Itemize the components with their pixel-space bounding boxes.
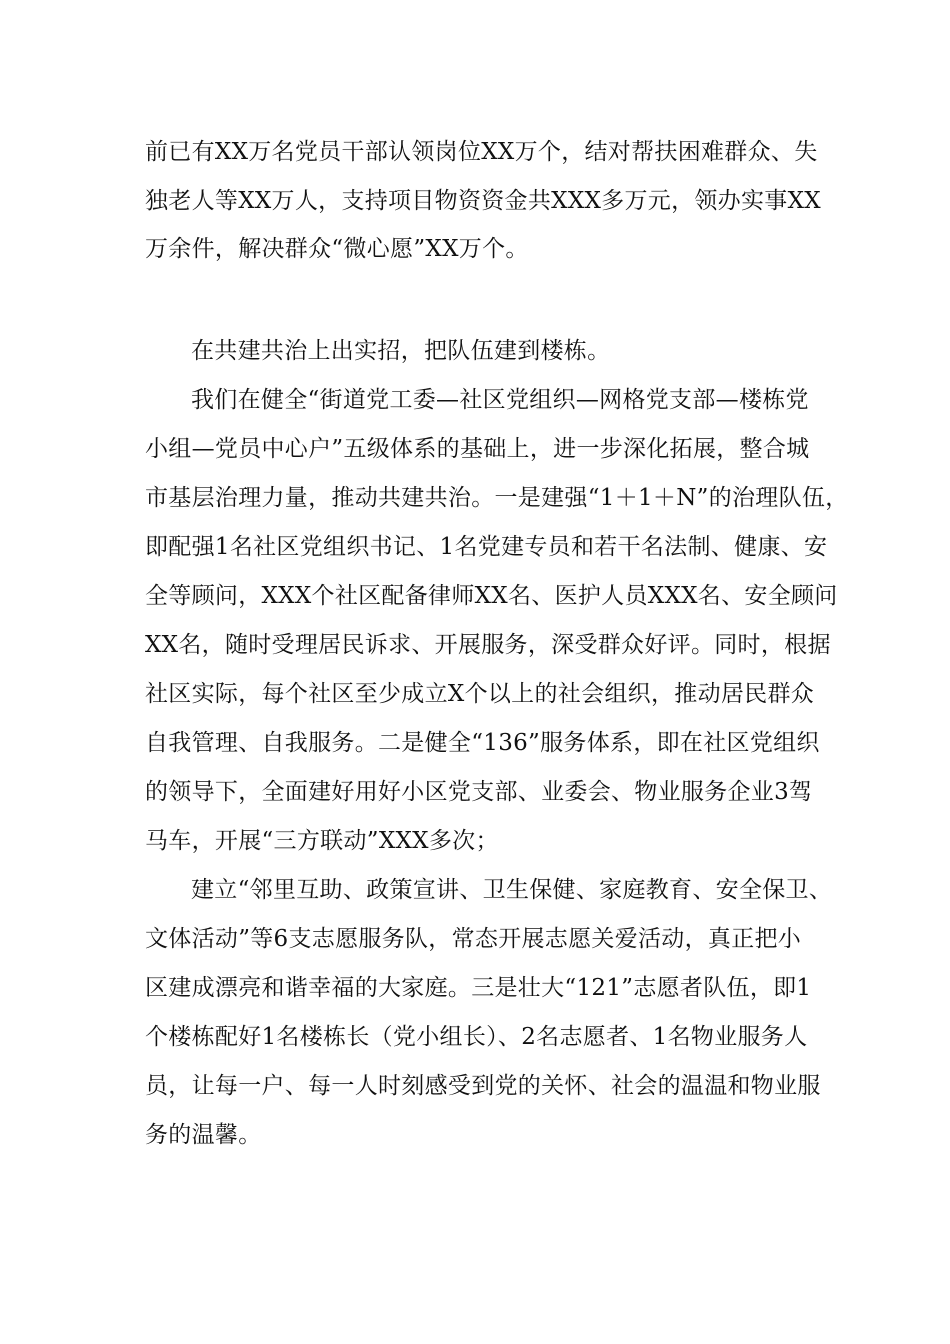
paragraph-line: 前已有XX万名党员干部认领岗位XX万个，结对帮扶困难群众、失 [145, 139, 818, 165]
paragraph-line: 社区实际，每个社区至少成立X个以上的社会组织，推动居民群众 [145, 681, 815, 707]
paragraph-line: 个楼栋配好1名楼栋长（党小组长）、2名志愿者、1名物业服务人 [145, 1024, 808, 1050]
paragraph-line: 区建成漂亮和谐幸福的大家庭。三是壮大“121”志愿者队伍，即1 [145, 975, 812, 1001]
paragraph-line: 市基层治理力量，推动共建共治。一是建强“1＋1＋N”的治理队伍， [145, 485, 849, 511]
paragraph-line: 我们在健全“街道党工委—社区党组织—网格党支部—楼栋党 [191, 387, 809, 413]
paragraph-line: 员，让每一户、每一人时刻感受到党的关怀、社会的温温和物业服 [145, 1073, 821, 1099]
paragraph-line: 马车，开展“三方联动”XXX多次； [145, 828, 499, 854]
section-heading: 在共建共治上出实招，把队伍建到楼栋。 [191, 338, 611, 364]
paragraph-line: 的领导下，全面建好用好小区党支部、业委会、物业服务企业3驾 [145, 779, 813, 805]
paragraph-line: XX名，随时受理居民诉求、开展服务，深受群众好评。同时，根据 [145, 632, 831, 658]
paragraph-line: 小组—党员中心户”五级体系的基础上，进一步深化拓展，整合城 [145, 436, 810, 462]
paragraph-line: 务的温馨。 [145, 1122, 262, 1148]
paragraph-line: 建立“邻里互助、政策宣讲、卫生保健、家庭教育、安全保卫、 [191, 877, 833, 903]
paragraph-line: 即配强1名社区党组织书记、1名党建专员和若干名法制、健康、安 [145, 534, 828, 560]
paragraph-line: 独老人等XX万人，支持项目物资资金共XXX多万元，领办实事XX [145, 188, 821, 214]
paragraph-line: 自我管理、自我服务。二是健全“136”服务体系，即在社区党组织 [145, 730, 820, 756]
paragraph-line: 文体活动”等6支志愿服务队，常态开展志愿关爱活动，真正把小 [145, 926, 802, 952]
paragraph-line: 全等顾问，XXX个社区配备律师XX名、医护人员XXX名、安全顾问 [145, 583, 838, 609]
paragraph-line: 万余件，解决群众“微心愿”XX万个。 [145, 236, 529, 262]
